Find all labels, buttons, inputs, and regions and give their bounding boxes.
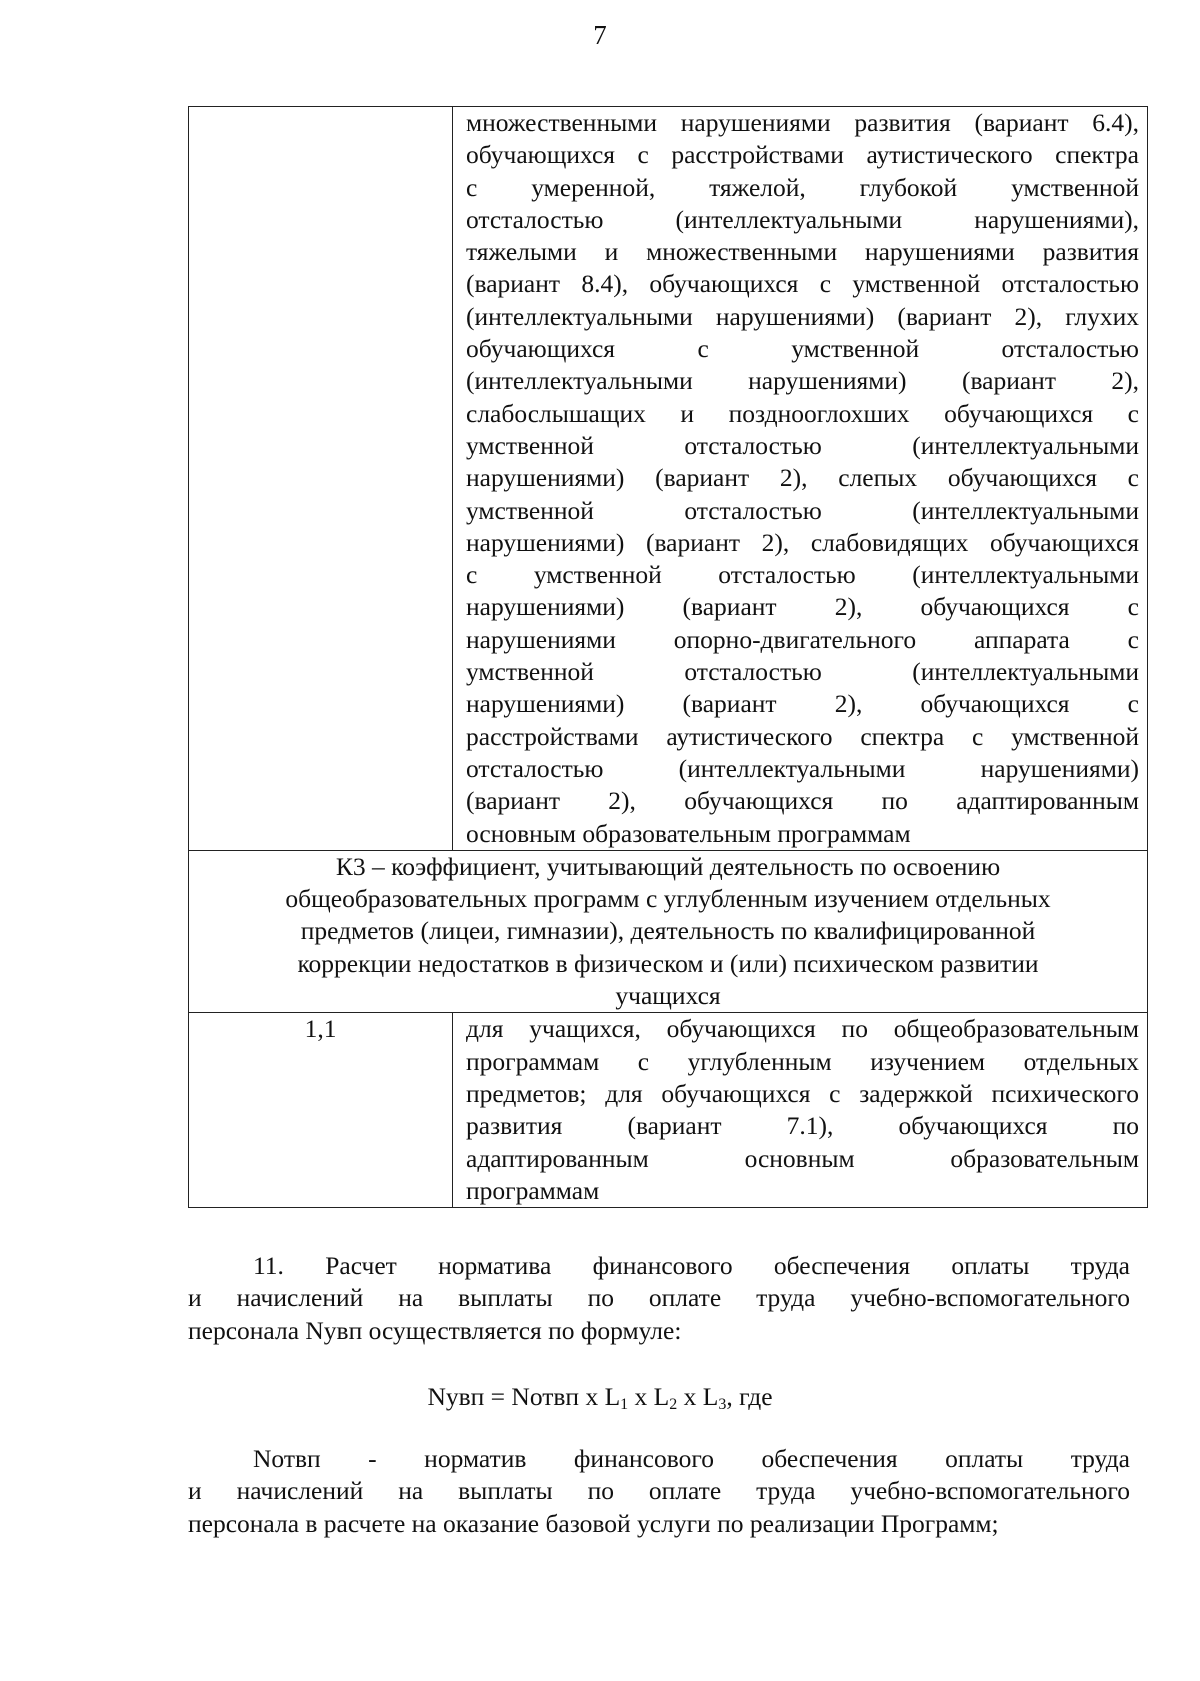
formula-text: x L: [677, 1382, 719, 1411]
description-cell: [453, 1013, 1148, 1208]
formula-text: x L: [628, 1382, 670, 1411]
paragraph-11: [188, 1250, 1130, 1347]
text-line: нарушениями) (вариант 2), слабовидящих обучающихся: [466, 527, 1139, 557]
text-line: с умственной отсталостью (интеллектуальными: [466, 560, 1139, 590]
text-line: предметов; для обучающихся с задержкой психического: [466, 1078, 1139, 1108]
text-line: 11. Расчет норматива финансового обеспечения оплаты труда: [253, 1251, 1130, 1280]
k3-header-cell: [189, 850, 1148, 1012]
text-line: и начислений на выплаты по оплате труда учебно-вспомогательного: [188, 1283, 1130, 1313]
text-line: Nотвп - норматив финансового обеспечения оплаты труда: [253, 1444, 1130, 1473]
text-line: (вариант 2), обучающихся по адаптированным: [466, 786, 1139, 816]
text-line: К3 – коэффициент, учитывающий деятельность по освоению: [335, 851, 1001, 881]
table-row: [189, 1013, 1148, 1208]
text-line: нарушениями опорно-двигательного аппарата с: [466, 624, 1139, 654]
coefficient-value-cell: [189, 1013, 453, 1208]
formula-subscript: 3: [718, 1396, 727, 1413]
text-line: (интеллектуальными нарушениями) (вариант 2), глухих: [466, 301, 1139, 331]
text-line: отсталостью (интеллектуальными нарушениями): [466, 753, 1139, 783]
coefficient-value: 1,1: [304, 1014, 337, 1044]
text-line: основным образовательным программам: [466, 818, 911, 848]
text-line: обучающихся с расстройствами аутистического спектра: [466, 140, 1139, 170]
formula-text: Nувп = Nотвп x L: [427, 1382, 621, 1411]
text-line: общеобразовательных программ с углубленным изучением отдельных: [285, 884, 1051, 914]
text-line: с умеренной, тяжелой, глубокой умственной: [466, 172, 1139, 202]
coefficient-table: [188, 106, 1148, 1208]
table-row: [189, 107, 1148, 851]
text-line: нарушениями) (вариант 2), обучающихся с: [466, 592, 1139, 622]
text-line: тяжелыми и множественными нарушениями развития: [466, 237, 1139, 267]
text-line: и начислений на выплаты по оплате труда учебно-вспомогательного: [188, 1476, 1130, 1506]
text-line: слабослышащих и позднооглохших обучающихся с: [466, 398, 1139, 428]
text-line: нарушениями) (вариант 2), слепых обучающихся с: [466, 463, 1139, 493]
text-line: расстройствами аутистического спектра с умственной: [466, 721, 1139, 751]
text-line: учащихся: [615, 981, 721, 1011]
text-line: предметов (лицеи, гимназии), деятельность по квалифицированной: [300, 916, 1036, 946]
description-cell: [453, 107, 1148, 851]
text-line: (вариант 8.4), обучающихся с умственной отсталостью: [466, 269, 1139, 299]
text-line: адаптированным основным образовательным: [466, 1143, 1139, 1173]
empty-cell: [189, 107, 453, 851]
text-line: развития (вариант 7.1), обучающихся по: [466, 1111, 1139, 1141]
text-line: для учащихся, обучающихся по общеобразовательным: [466, 1014, 1139, 1044]
definition-paragraph: [188, 1443, 1130, 1540]
formula-subscript: 1: [620, 1396, 629, 1413]
text-line: программам: [466, 1175, 600, 1205]
table-row: [189, 850, 1148, 1012]
formula-text: , где: [726, 1382, 773, 1411]
text-line: отсталостью (интеллектуальными нарушениями),: [466, 204, 1139, 234]
page-number: 7: [593, 20, 607, 50]
text-line: умственной отсталостью (интеллектуальными: [466, 430, 1139, 460]
text-line: обучающихся с умственной отсталостью: [466, 334, 1139, 364]
formula-subscript: 2: [669, 1396, 678, 1413]
text-line: (интеллектуальными нарушениями) (вариант 2),: [466, 366, 1139, 396]
text-line: персонала в расчете на оказание базовой услуги по реализации Программ;: [188, 1508, 999, 1538]
text-line: нарушениями) (вариант 2), обучающихся с: [466, 689, 1139, 719]
text-line: коррекции недостатков в физическом и (или) психическом развитии: [297, 948, 1039, 978]
text-line: умственной отсталостью (интеллектуальными: [466, 657, 1139, 687]
text-line: программам с углубленным изучением отдельных: [466, 1046, 1139, 1076]
text-line: умственной отсталостью (интеллектуальными: [466, 495, 1139, 525]
text-line: персонала Nувп осуществляется по формуле:: [188, 1315, 682, 1345]
text-line: множественными нарушениями развития (вариант 6.4),: [466, 108, 1139, 137]
formula: [0, 1381, 1200, 1421]
